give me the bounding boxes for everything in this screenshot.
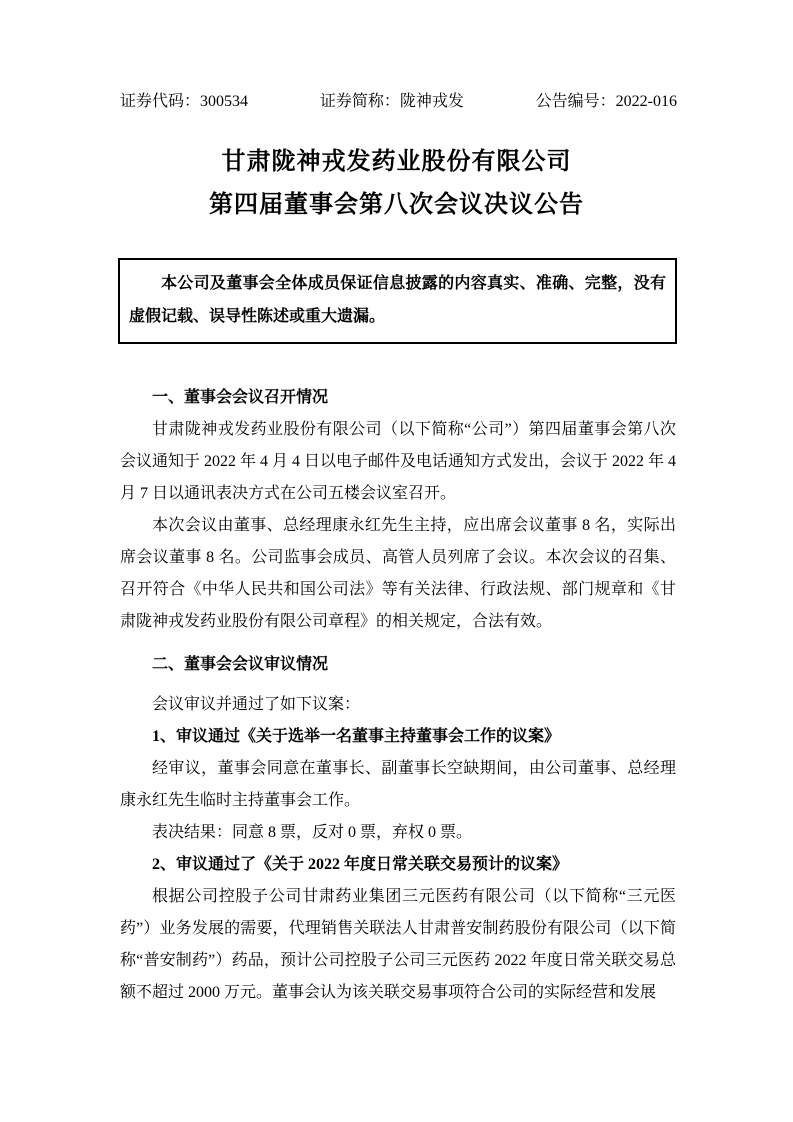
section1-heading: 一、董事会会议召开情况 xyxy=(152,389,329,406)
disclaimer-text: 本公司及董事会全体成员保证信息披露的内容真实、准确、完整，没有虚假记载、误导性陈述或重大遗漏。 xyxy=(129,275,666,325)
resolution-1-vote-result: 表决结果：同意 8 票，反对 0 票，弃权 0 票。 xyxy=(152,824,473,841)
document-info-line xyxy=(120,92,677,112)
resolution-2-title: 2、审议通过了《关于 2022 年度日常关联交易预计的议案》 xyxy=(152,856,569,873)
section2-intro: 会议审议并通过了如下议案： xyxy=(152,696,361,713)
resolution-1-paragraph: 经审议，董事会同意在董事长、副董事长空缺期间，由公司董事、总经理康永红先生临时主持董事会工作。 xyxy=(120,760,676,809)
announcement-subject-title: 第四届董事会第八次会议决议公告 xyxy=(209,192,584,218)
resolution-2-paragraph: 根据公司控股子公司甘肃药业集团三元医药有限公司（以下简称“三元医药”）业务发展的需要，代理销售关联法人甘肃普安制药股份有限公司（以下简称“普安制药”）药品，预计公司控股子公司三元医药 2022 年度日常关联交易总额不超过 2000 万元。董事会认为该关联交易事项符合公司的实际经营和发展 xyxy=(120,888,676,1001)
section1-paragraph-1: 甘肃陇神戎发药业股份有限公司（以下简称“公司”）第四届董事会第八次会议通知于 2022 年 4 月 4 日以电子邮件及电话通知方式发出，会议于 2022 年 4 月 7 日以通讯表决方式在公司五楼会议室召开。 xyxy=(120,421,677,502)
company-name-title: 甘肃陇神戎发药业股份有限公司 xyxy=(221,149,572,175)
section1-paragraph-2: 本次会议由董事、总经理康永红先生主持，应出席会议董事 8 名，实际出席会议董事 8 名。公司监事会成员、高管人员列席了会议。本次会议的召集、召开符合《中华人民共和国公司法》等有关法律、行政法规、部门规章和《甘肃陇神戎发药业股份有限公司章程》的相关规定，合法有效。 xyxy=(120,517,676,630)
resolution-1-title: 1、审议通过《关于选举一名董事主持董事会工作的议案》 xyxy=(152,728,561,745)
document-title xyxy=(0,141,793,227)
stock-short-name: 证券简称：陇神戎发 xyxy=(319,93,464,110)
section2-heading: 二、董事会会议审议情况 xyxy=(152,656,329,673)
document-body xyxy=(120,382,676,1009)
announcement-number: 公告编号：2022-016 xyxy=(535,93,677,110)
stock-code: 证券代码：300534 xyxy=(120,93,249,110)
disclaimer-box xyxy=(118,258,677,344)
